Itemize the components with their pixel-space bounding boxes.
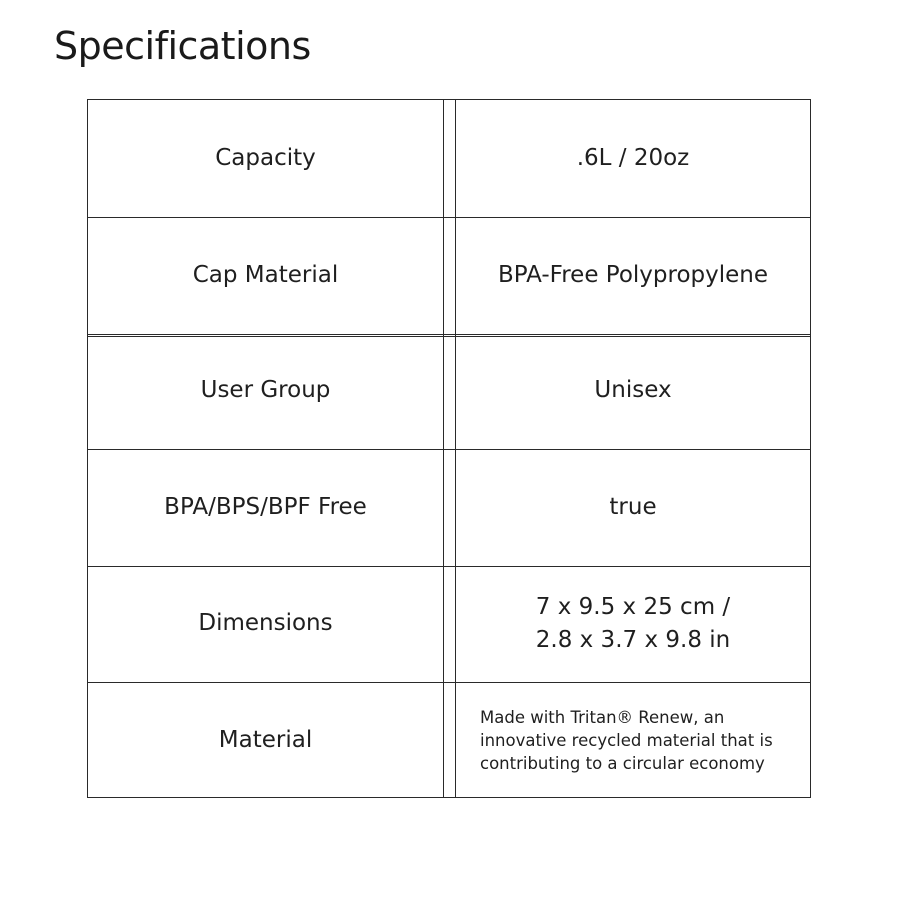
spec-value: .6L / 20oz: [576, 145, 690, 171]
spec-value: true: [609, 494, 657, 520]
table-row-bpa-free: [88, 449, 810, 567]
page-title: Specifications: [54, 24, 311, 68]
table-row-capacity: [88, 100, 810, 218]
spec-label: Material: [218, 727, 313, 753]
table-row-material: [88, 682, 810, 799]
spec-value: Made with Tritan® Renew, an innovative recycled material that is contributing to a circular economy: [480, 708, 773, 773]
spec-label: BPA/BPS/BPF Free: [164, 494, 367, 520]
table-row-user-group: [88, 332, 810, 450]
table-row-cap-material: [88, 217, 810, 337]
spec-label: User Group: [200, 377, 331, 403]
spec-value: 7 x 9.5 x 25 cm / 2.8 x 3.7 x 9.8 in: [535, 593, 731, 653]
spec-label: Capacity: [215, 145, 316, 171]
table-row-dimensions: [88, 565, 810, 683]
spec-label: Cap Material: [192, 262, 339, 288]
spec-value: BPA-Free Polypropylene: [497, 262, 769, 288]
spec-label: Dimensions: [198, 610, 333, 636]
spec-value: Unisex: [594, 377, 672, 403]
specifications-table: [87, 99, 811, 798]
